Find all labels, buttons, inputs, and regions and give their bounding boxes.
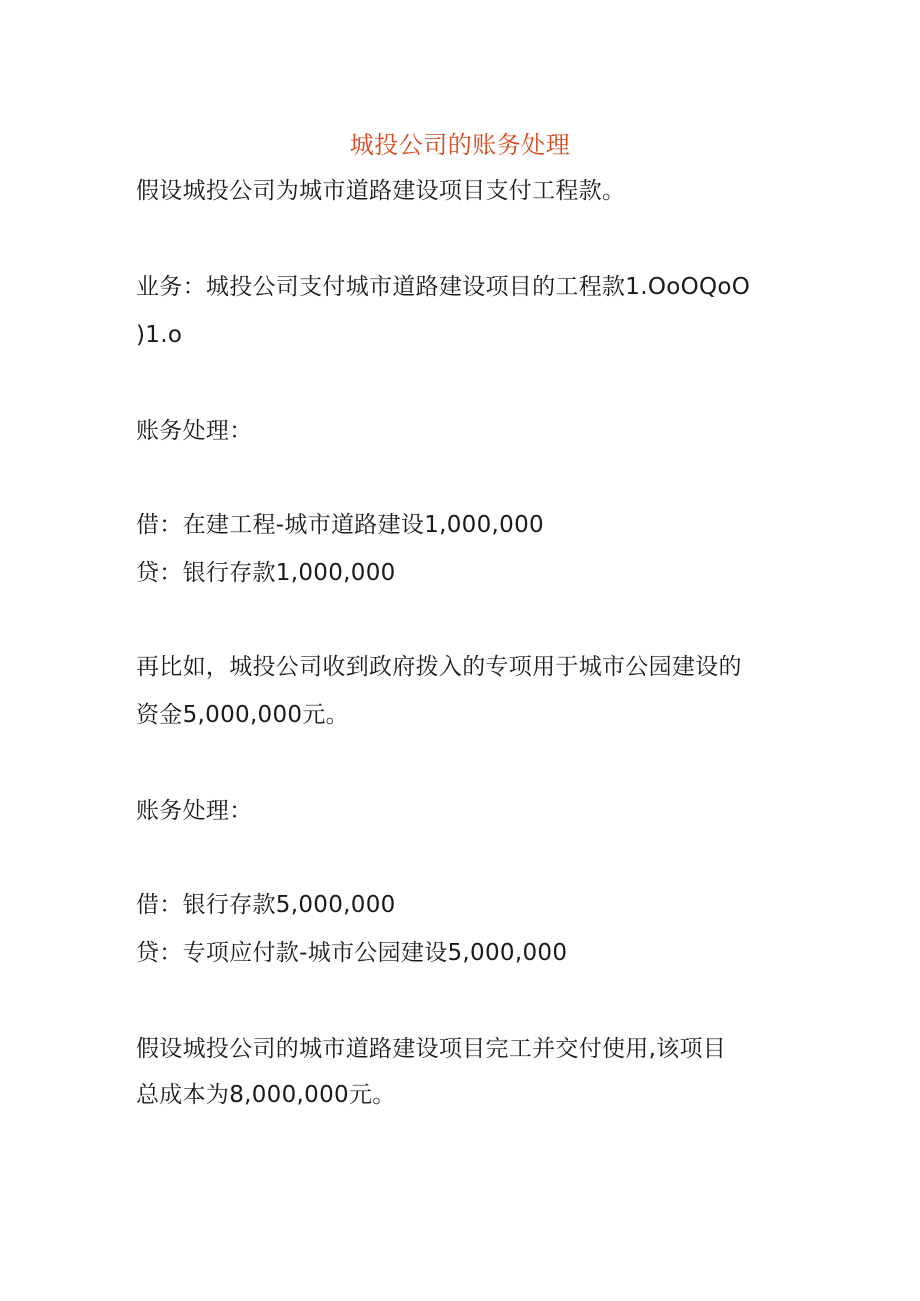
heading-accounting-2: 账务处理： — [136, 798, 253, 824]
paragraph-business: 业务：城投公司支付城市道路建设项目的工程款1.OoOQoO — [136, 274, 751, 300]
entry-credit-1: 贷：银行存款1,000,000 — [136, 560, 396, 586]
paragraph-intro: 假设城投公司为城市道路建设项目支付工程款。 — [136, 178, 626, 204]
entry-debit-2: 借：银行存款5,000,000 — [136, 892, 396, 918]
entry-credit-2: 贷：专项应付款-城市公园建设5,000,000 — [136, 940, 568, 966]
paragraph-completion-continued: 总成本为8,000,000元。 — [136, 1082, 396, 1108]
paragraph-example: 再比如，城投公司收到政府拨入的专项用于城市公园建设的 — [136, 654, 742, 680]
paragraph-completion: 假设城投公司的城市道路建设项目完工并交付使用,该项目 — [136, 1036, 727, 1062]
entry-debit-1: 借：在建工程-城市道路建设1,000,000 — [136, 512, 544, 538]
paragraph-business-continued: )1.o — [136, 322, 183, 348]
heading-accounting-1: 账务处理： — [136, 418, 253, 444]
document-title: 城投公司的账务处理 — [349, 131, 571, 159]
paragraph-example-continued: 资金5,000,000元。 — [136, 702, 349, 728]
